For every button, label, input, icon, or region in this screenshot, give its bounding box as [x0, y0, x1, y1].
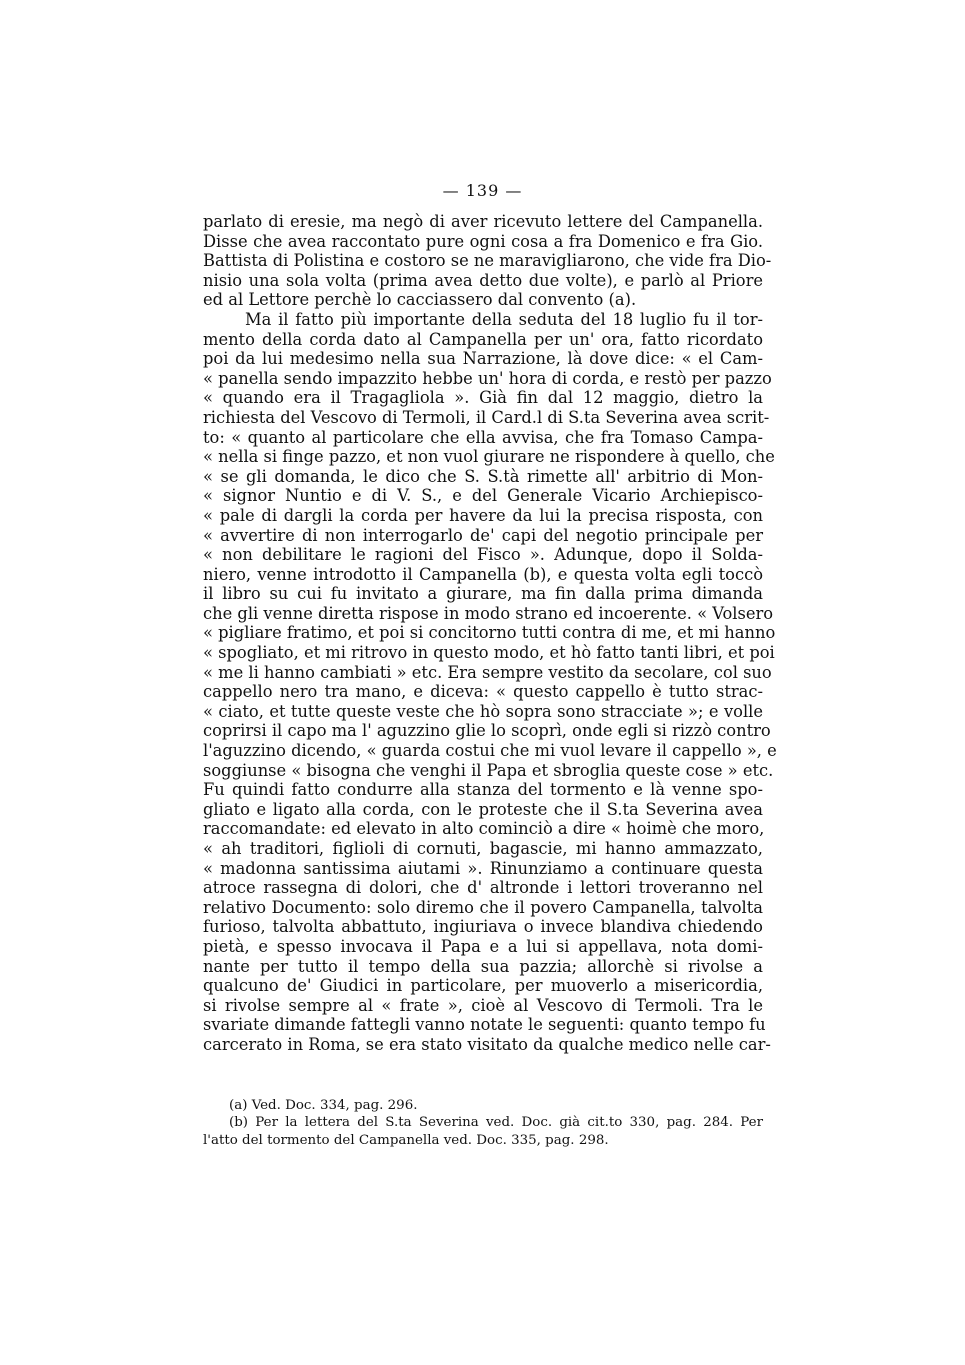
footnotes [203, 1097, 763, 1149]
text-line: Ma il fatto più importante della seduta del 18 luglio fu il tor- [245, 309, 763, 329]
text-line: relativo Documento: solo diremo che il povero Campanella, talvolta [203, 897, 763, 917]
text-line: « signor Nuntio e di V. S., e del Generale Vicario Archiepisco- [203, 486, 763, 506]
text-line: « non debilitare le ragioni del Fisco ». Adunque, dopo il Solda- [203, 545, 763, 565]
text-line: si rivolse sempre al « frate », cioè al Vescovo di Termoli. Tra le [203, 995, 763, 1015]
text-line: parlato di eresie, ma negò di aver ricevuto lettere del Campanella. [203, 212, 763, 231]
text-line: che gli venne diretta rispose in modo strano ed incoerente. « Volsero [203, 603, 774, 623]
text-line: raccomandate: ed elevato in alto cominciò a dire « hoimè che moro, [203, 819, 765, 839]
footnote-a: (a) Ved. Doc. 334, pag. 296. [229, 1098, 418, 1113]
text-line: poi da lui medesimo nella sua Narrazione, là dove dice: « el Cam- [203, 349, 763, 369]
text-line: cappello nero tra mano, e diceva: « questo cappello è tutto strac- [203, 682, 763, 702]
text-line: Battista di Polistina e costoro se ne maravigliarono, che vide fra Dio- [203, 251, 772, 271]
text-line: « madonna santissima aiutami ». Rinunziamo a continuare questa [203, 858, 763, 878]
text-line: gliato e ligato alla corda, con le proteste che il S.ta Severina avea [203, 799, 763, 819]
text-line: « quando era il Tragagliola ». Già fin dal 12 maggio, dietro la [203, 388, 763, 408]
footnote-b-continuation: l'atto del tormento del Campanella ved. Doc. 335, pag. 298. [203, 1132, 609, 1148]
text-line: furioso, talvolta abbattuto, ingiuriava o invece blandiva chiedendo [203, 917, 763, 937]
text-line: nante per tutto il tempo della sua pazzia; allorchè si rivolse a [203, 956, 763, 976]
text-line: Disse che avea raccontato pure ogni cosa a fra Domenico e fra Gio. [203, 231, 763, 251]
text-line: Fu quindi fatto condurre alla stanza del tormento e là venne spo- [203, 780, 763, 800]
text-line: « se gli domanda, le dico che S. S.tà rimette all' arbitrio di Mon- [203, 466, 763, 486]
text-line: to: « quanto al particolare che ella avvisa, che fra Tomaso Campa- [203, 427, 763, 447]
text-line: « avvertire di non interrogarlo de' capi del negotio principale per [203, 525, 763, 545]
text-line: pietà, e spesso invocava il Papa e a lui si appellava, nota domi- [203, 936, 763, 956]
text-line: svariate dimande fattegli vanno notate le seguenti: quanto tempo fu [203, 1015, 766, 1035]
footnote-b: (b) Per la lettera del S.ta Severina ved. Doc. già cit.to 330, pag. 284. Per [229, 1115, 763, 1131]
page-number: — 139 — [442, 181, 523, 200]
body-text [203, 212, 777, 1055]
text-line: carcerato in Roma, se era stato visitato da qualche medico nelle car- [203, 1034, 771, 1054]
text-line: mento della corda dato al Campanella per un' ora, fatto ricordato [203, 329, 763, 349]
text-line: soggiunse « bisogna che venghi il Papa et sbroglia queste cose » etc. [203, 760, 774, 780]
text-line: « me li hanno cambiati » etc. Era sempre vestito da secolare, col suo [203, 662, 772, 682]
text-line: ed al Lettore perchè lo cacciassero dal convento (a). [203, 290, 637, 310]
text-line: « pale di dargli la corda per havere da lui la precisa risposta, con [203, 505, 763, 525]
text-line: « ah traditori, figlioli di cornuti, bagascie, mi hanno ammazzato, [203, 839, 763, 858]
text-line: « pigliare fratimo, et poi si concitorno tutti contra di me, et mi hanno [203, 623, 776, 643]
text-line: qualcuno de' Giudici in particolare, per muoverlo a misericordia, [203, 976, 763, 996]
text-line: « panella sendo impazzito hebbe un' hora di corda, e restò per pazzo [203, 368, 772, 388]
text-line: il libro su cui fu invitato a giurare, ma fin dalla prima dimanda [203, 584, 763, 604]
text-line: coprirsi il capo ma l' aguzzino glie lo scoprì, onde egli si rizzò contro [203, 721, 771, 741]
text-line: atroce rassegna di dolori, che d' altronde i lettori troveranno nel [203, 878, 763, 898]
text-line: l'aguzzino dicendo, « guarda costui che mi vuol levare il cappello », e [203, 741, 777, 761]
text-line: « nella si finge pazzo, et non vuol giurare ne rispondere à quello, che [203, 447, 775, 467]
text-line: « spogliato, et mi ritrovo in questo modo, et hò fatto tanti libri, et poi [203, 643, 775, 663]
text-line: niero, venne introdotto il Campanella (b), e questa volta egli toccò [203, 564, 763, 584]
text-line: richiesta del Vescovo di Termoli, il Card.l di S.ta Severina avea scrit- [203, 407, 770, 427]
text-line: « ciato, et tutte queste veste che hò sopra sono stracciate »; e volle [203, 701, 763, 721]
text-line: nisio una sola volta (prima avea detto due volte), e parlò al Priore [203, 270, 763, 290]
